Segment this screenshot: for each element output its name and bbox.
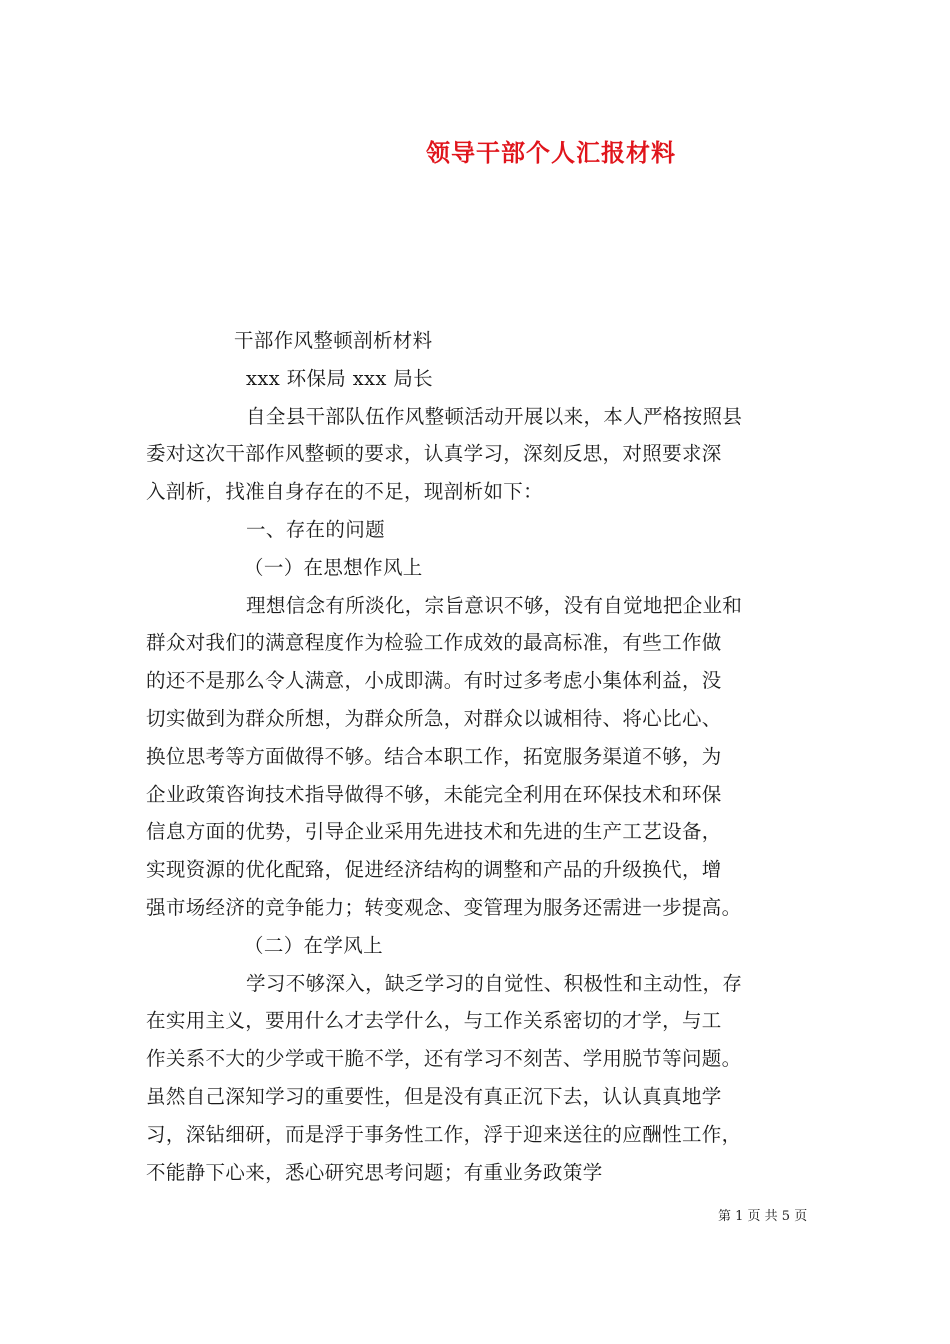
text-line: 委对这次干部作风整顿的要求，认真学习，深刻反思，对照要求深: [146, 442, 722, 466]
text-line: 的还不是那么令人满意，小成即满。有时过多考虑小集体利益，没: [146, 669, 722, 693]
text-line: 干部作风整顿剖析材料: [234, 329, 433, 352]
text-line: 不能静下心来，悉心研究思考问题；有重业务政策学: [146, 1160, 603, 1184]
text-line: 虽然自己深知学习的重要性，但是没有真正沉下去，认认真真地学: [146, 1084, 722, 1108]
text-line: 换位思考等方面做得不够。结合本职工作，拓宽服务渠道不够，为: [146, 744, 722, 768]
page-footer: 第 1 页 共 5 页: [718, 1209, 808, 1224]
text-line: 在实用主义，要用什么才去学什么，与工作关系密切的才学，与工: [146, 1009, 722, 1033]
text-line: 实现资源的优化配臵，促进经济结构的调整和产品的升级换代，增: [146, 858, 722, 882]
text-line: 群众对我们的满意程度作为检验工作成效的最高标准，有些工作做: [146, 631, 722, 655]
document-title: 领导干部个人汇报材料: [426, 138, 676, 167]
text-line: 自全县干部队伍作风整顿活动开展以来，本人严格按照县: [246, 404, 743, 428]
text-line: 企业政策咨询技术指导做得不够，未能完全利用在环保技术和环保: [146, 782, 722, 806]
text-line: 强市场经济的竞争能力；转变观念、变管理为服务还需进一步提高。: [146, 895, 742, 919]
text-line: 作关系不大的少学或干脆不学，还有学习不刻苦、学用脱节等问题。: [146, 1047, 742, 1071]
text-line: 理想信念有所淡化，宗旨意识不够，没有自觉地把企业和: [246, 593, 743, 617]
text-line: xxx 环保局 xxx 局长: [246, 366, 433, 390]
document-body: [146, 322, 816, 1191]
text-line: 信息方面的优势，引导企业采用先进技术和先进的生产工艺设备，: [146, 820, 722, 844]
text-line: （一）在思想作风上: [244, 555, 423, 579]
text-line: （二）在学风上: [244, 933, 383, 957]
text-line: 学习不够深入，缺乏学习的自觉性、积极性和主动性，存: [246, 971, 743, 995]
text-line: 切实做到为群众所想，为群众所急，对群众以诚相待、将心比心、: [146, 706, 722, 730]
text-line: 一、存在的问题: [246, 517, 385, 541]
text-line: 习，深钻细研，而是浮于事务性工作，浮于迎来送往的应酬性工作，: [146, 1122, 742, 1146]
text-line: 入剖析，找准自身存在的不足，现剖析如下：: [146, 480, 544, 504]
